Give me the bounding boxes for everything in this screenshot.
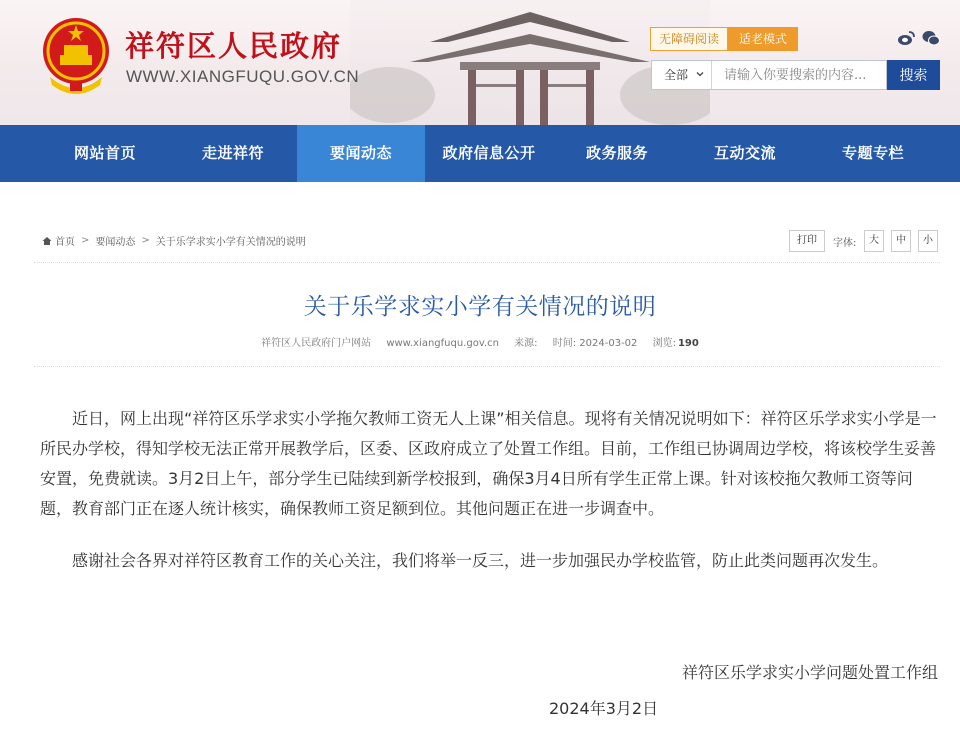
article-date: 2024年3月2日: [549, 699, 659, 718]
meta-views-count: 190: [677, 338, 699, 349]
meta-time: 时间: 2024-03-02: [552, 338, 638, 349]
print-button[interactable]: 打印: [789, 230, 825, 252]
wechat-icon[interactable]: [922, 30, 940, 46]
article-title: 关于乐学求实小学有关情况的说明: [303, 294, 657, 320]
breadcrumb-separator: >: [141, 235, 150, 246]
font-size-medium-button[interactable]: 中: [891, 230, 911, 252]
nav-item-gov-info[interactable]: 政府信息公开: [442, 144, 536, 162]
breadcrumb-news[interactable]: 要闻动态: [95, 237, 136, 248]
search-input[interactable]: [714, 61, 884, 89]
breadcrumb-current: 关于乐学求实小学有关情况的说明: [155, 237, 306, 248]
meta-site: www.xiangfuqu.gov.cn: [386, 338, 499, 349]
article-signature: 祥符区乐学求实小学问题处置工作组: [681, 663, 938, 682]
font-size-small-button[interactable]: 小: [918, 230, 938, 252]
divider: [34, 366, 940, 367]
breadcrumb-home[interactable]: 首页: [55, 237, 75, 248]
nav-item-topics[interactable]: 专题专栏: [841, 144, 904, 162]
article-paragraph: 近日，网上出现“祥符区乐学求实小学拖欠教师工资无人上课”相关信息。现将有关情况说明如下：祥符区乐学求实小学是一所民办学校，得知学校无法正常开展教学后，区委、区政府成立了处置工作组。目前，工作组已协调周边学校，将该校学生妥善安置，免费就读。3月2日上午，部分学生已陆续到新学校报到，确保3月4日所有学生正常上课。针对该校拖欠教师工资等问题，教育部门正在逐人统计核实，确保教师工资足额到位。其他问题正在进一步调查中。: [40, 409, 937, 518]
search-scope-select[interactable]: [652, 61, 712, 89]
font-size-label: 字体:: [833, 238, 857, 249]
home-icon: [42, 236, 52, 246]
divider: [34, 262, 940, 263]
breadcrumb: [42, 233, 306, 248]
article-paragraph: 感谢社会各界对祥符区教育工作的关心关注，我们将举一反三，进一步加强民办学校监管，防止此类问题再次发生。: [72, 551, 889, 570]
accessibility-reading-button[interactable]: 无障碍阅读: [650, 27, 728, 51]
site-url: WWW.XIANGFUQU.GOV.CN: [126, 67, 360, 86]
search-box: [651, 60, 887, 90]
national-emblem-icon: [40, 15, 112, 95]
meta-publisher: 祥符区人民政府门户网站: [261, 338, 372, 349]
site-title[interactable]: 祥符区人民政府: [125, 29, 343, 63]
weibo-icon[interactable]: [897, 30, 915, 46]
search-button[interactable]: 搜索: [887, 60, 940, 90]
main-nav: [0, 125, 960, 182]
chevron-down-icon: [696, 70, 704, 78]
breadcrumb-separator: >: [81, 235, 90, 246]
nav-item-news[interactable]: 要闻动态: [297, 125, 425, 182]
search-scope-value: 全部: [664, 68, 689, 82]
nav-item-services[interactable]: 政务服务: [585, 144, 648, 162]
meta-views-label: 浏览:: [652, 338, 676, 349]
nav-item-home[interactable]: 网站首页: [73, 144, 136, 162]
elder-mode-button[interactable]: 适老模式: [728, 27, 798, 51]
font-size-large-button[interactable]: 大: [864, 230, 884, 252]
meta-source: 来源:: [514, 338, 538, 349]
nav-item-about[interactable]: 走进祥符: [201, 144, 264, 162]
site-header: [0, 0, 960, 125]
nav-item-interaction[interactable]: 互动交流: [713, 144, 776, 162]
article-meta: [0, 334, 960, 349]
